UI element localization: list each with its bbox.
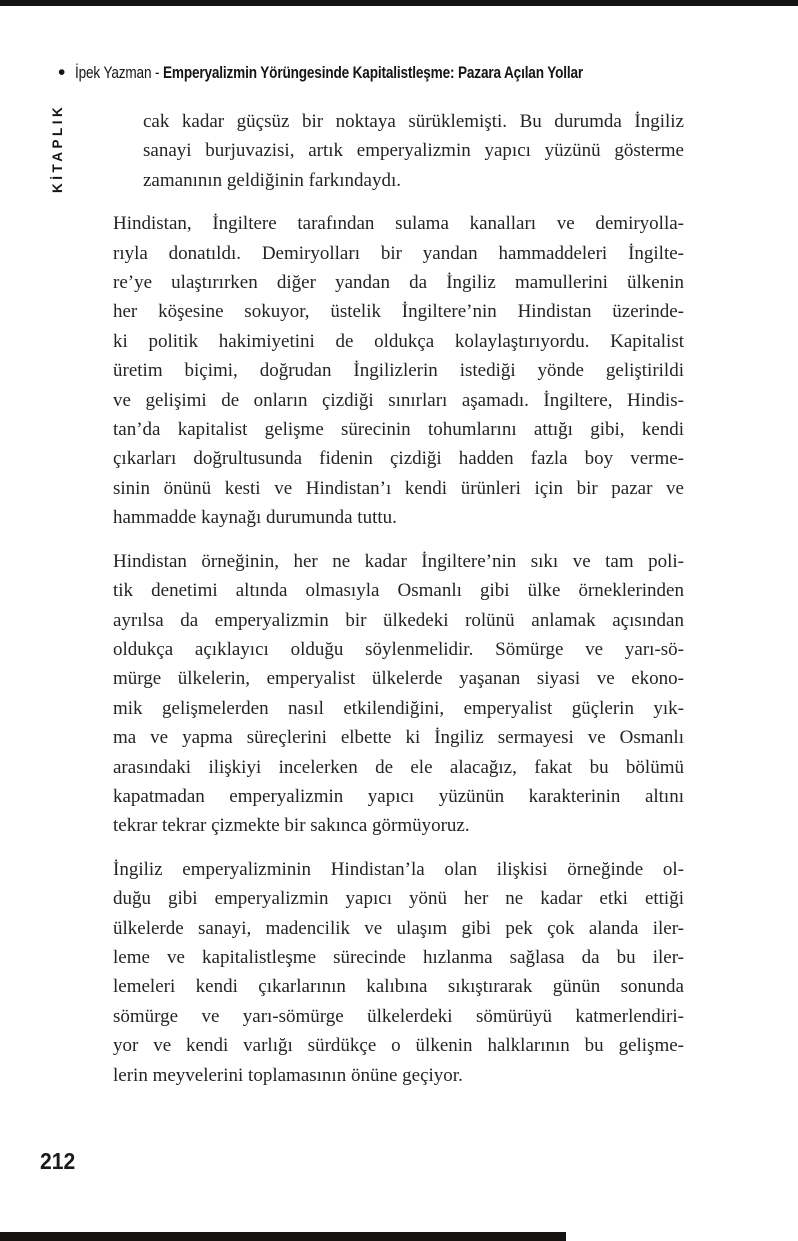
paragraph xyxy=(113,547,684,841)
text-line: sanayi burjuvazisi, artık emperyalizmin yapıcı yüzünü gösterme xyxy=(143,140,684,162)
text-line: lemeleri kendi çıkarlarının kalıbına sıkıştırarak günün sonunda xyxy=(113,976,684,998)
bottom-edge-bar xyxy=(0,1232,566,1241)
text-line: Hindistan, İngiltere tarafından sulama kanalları ve demiryolla- xyxy=(113,213,684,235)
text-line: duğu gibi emperyalizmin yapıcı yönü her ne kadar etki ettiği xyxy=(113,888,684,910)
text-line: re’ye ulaştırırken diğer yandan da İngiliz mamullerini ülkenin xyxy=(113,272,684,294)
page-number: 212 xyxy=(40,1148,76,1174)
text-line: tekrar tekrar çizmekte bir sakınca görmüyoruz. xyxy=(113,815,470,837)
text-line: rıyla donatıldı. Demiryolları bir yandan hammaddeleri İngilte- xyxy=(113,242,684,264)
text-line: cak kadar güçsüz bir noktaya sürüklemişti. Bu durumda İngiliz xyxy=(143,111,684,132)
text-line: kapatmadan emperyalizmin yapıcı yüzünün karakterinin altını xyxy=(113,785,684,807)
text-line: çıkarları doğrultusunda fidenin çizdiği hadden fazla boy verme- xyxy=(113,448,684,470)
text-line: mik gelişmelerden nasıl etkilendiğini, emperyalist güçlerin yık- xyxy=(113,697,684,719)
text-line: ma ve yapma süreçlerini elbette ki İngiliz sermayesi ve Osmanlı xyxy=(113,727,684,749)
bullet-icon: • xyxy=(58,61,66,84)
text-line: lerin meyvelerini toplamasının önüne geçiyor. xyxy=(113,1064,463,1086)
text-line: arasındaki ilişkiyi incelerken de ele alacağız, fakat bu bölümü xyxy=(113,756,684,778)
text-line: tik denetimi altında olmasıyla Osmanlı gibi ülke örneklerinden xyxy=(113,580,684,602)
text-line: tan’da kapitalist gelişme sürecinin tohumlarını attığı gibi, kendi xyxy=(113,419,684,441)
running-header-text xyxy=(75,63,583,83)
text-line: ve gelişimi de onların çizdiği sınırları aşamadı. İngiltere, Hindis- xyxy=(113,389,684,411)
paragraph xyxy=(113,209,684,532)
paragraph xyxy=(143,107,684,195)
text-line: İngiliz emperyalizminin Hindistan’la olan ilişkisi örneğinde ol- xyxy=(113,858,684,880)
running-header xyxy=(58,63,758,83)
running-header-author: İpek Yazman - xyxy=(75,63,164,82)
text-line: yor ve kendi varlığı sürdükçe o ülkenin halklarının bu gelişme- xyxy=(113,1035,684,1057)
text-line: mürge ülkelerin, emperyalist ülkelerde yaşanan siyasi ve ekono- xyxy=(113,668,684,690)
paragraph xyxy=(113,855,684,1090)
text-line: ülkelerde sanayi, madencilik ve ulaşım gibi pek çok alanda iler- xyxy=(113,917,684,939)
text-line: sinin önünü kesti ve Hindistan’ı kendi ürünleri için bir pazar ve xyxy=(113,477,684,499)
text-line: oldukça açıklayıcı olduğu söylenmelidir. Sömürge ve yarı-sö- xyxy=(113,638,684,660)
text-line: zamanının geldiğinin farkındaydı. xyxy=(143,169,402,191)
text-line: hammadde kaynağı durumunda tuttu. xyxy=(113,507,397,529)
text-line: Hindistan örneğinin, her ne kadar İngiltere’nin sıkı ve tam poli- xyxy=(113,550,684,572)
text-line: üretim biçimi, doğrudan İngilizlerin istediği yönde geliştirildi xyxy=(113,360,684,382)
text-line: her köşesine sokuyor, üstelik İngiltere’nin Hindistan üzerinde- xyxy=(113,301,684,323)
text-line: ki politik hakimiyetini de oldukça kolaylaştırıyordu. Kapitalist xyxy=(113,330,684,352)
text-line: leme ve kapitalistleşme sürecinde hızlanma sağlasa da bu iler- xyxy=(113,946,684,968)
sidebar-section-label: KİTAPLIK xyxy=(50,103,65,193)
top-edge-bar xyxy=(0,0,798,6)
body-text xyxy=(113,107,684,1104)
text-line: sömürge ve yarı-sömürge ülkelerdeki sömürüyü katmerlendiri- xyxy=(113,1005,684,1027)
text-line: ayrılsa da emperyalizmin bir ülkedeki rolünü anlamak açısından xyxy=(113,609,684,631)
running-header-book-title: Emperyalizmin Yörüngesinde Kapitalistleşme: Pazara Açılan Yollar xyxy=(163,63,584,82)
